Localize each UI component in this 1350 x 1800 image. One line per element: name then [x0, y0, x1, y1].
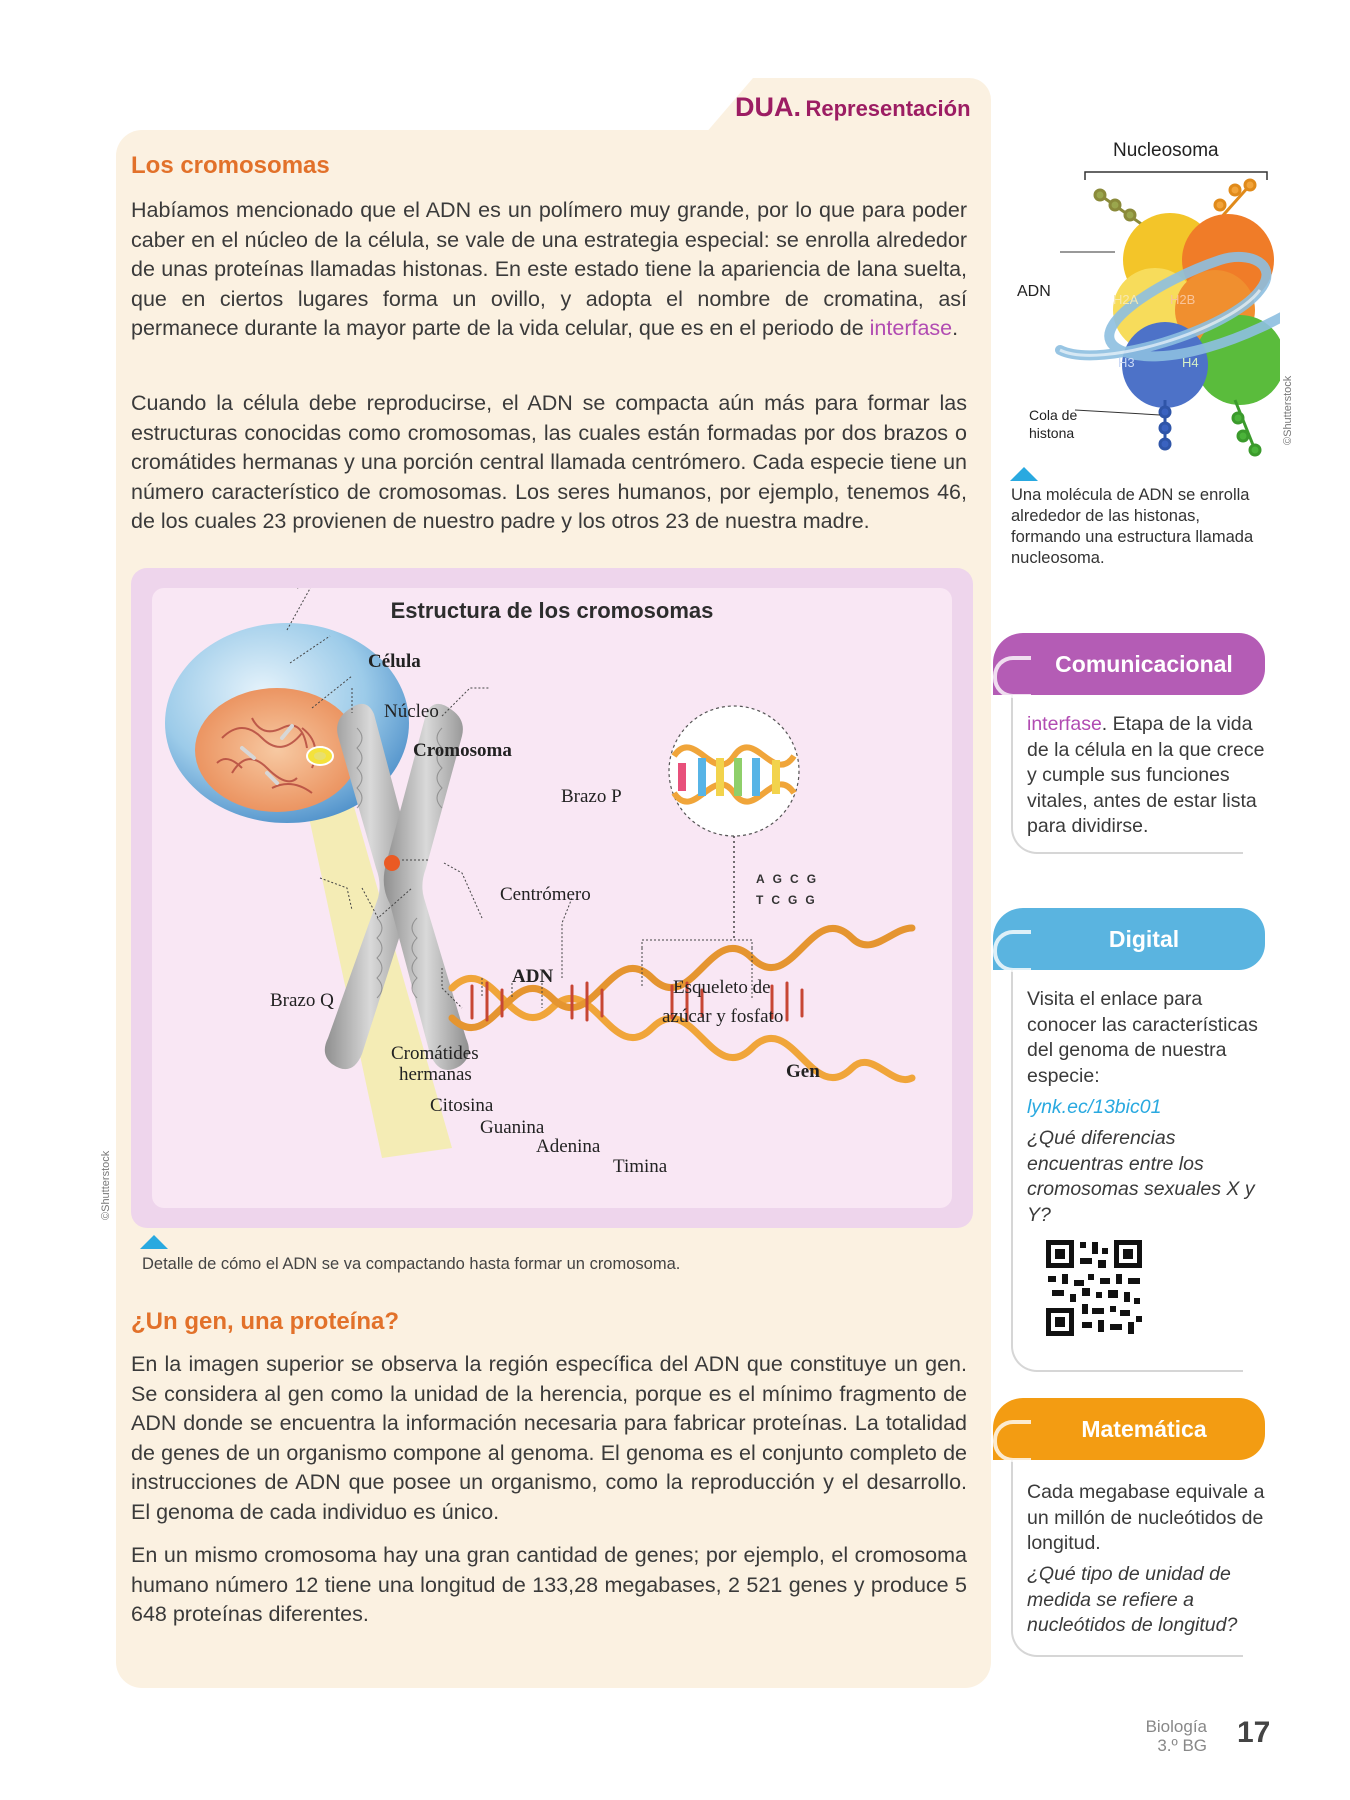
paragraph-cromosoma-12: En un mismo cromosoma hay una gran cantidad de genes; por ejemplo, el cromosoma humano número 12 tiene una longitud de 133,28 megabases, 2 521 genes y produce 5 648 proteínas diferentes.: [131, 1543, 967, 1626]
label-h2a-text: H2A: [1113, 292, 1139, 307]
label-h2b-text: H2B: [1170, 292, 1196, 307]
label-brazo-q: Brazo Q: [270, 990, 334, 1011]
label-guanina: Guanina: [480, 1117, 545, 1138]
dua-bold: DUA.: [735, 92, 801, 122]
digital-header: Digital: [993, 908, 1265, 970]
caption-arrow-icon: [140, 1235, 168, 1249]
section-title-gen: ¿Un gen, una proteína?: [131, 1308, 399, 1335]
label-h4-text: H4: [1182, 355, 1199, 370]
label-cromosoma: Cromosoma: [413, 740, 512, 761]
label-azucar-fosfato: azúcar y fosfato: [662, 1006, 784, 1027]
label-citosina: Citosina: [430, 1095, 494, 1116]
base-letters-complement: T C G G: [756, 893, 815, 907]
diagram-credit: ©Shutterstock: [100, 1150, 112, 1220]
label-cromatides: Cromátides: [391, 1043, 479, 1064]
paragraph-gen: En la imagen superior se observa la región específica del ADN que constituye un gen. Se considera al gen como la unidad de la herencia, porque es el mínimo fragmento de ADN donde se encuentra la información necesaria para fabricar proteínas. La totalidad de genes de un organismo compone al genoma. El genoma es el conjunto completo de instrucciones de ADN que posee un organismo, como la reproducción y el desarrollo. El genoma de cada individuo es único.: [131, 1352, 967, 1524]
diagram-caption: Detalle de cómo el ADN se va compactando hasta formar un cromosoma.: [142, 1255, 681, 1273]
nucleus-shape: [195, 688, 359, 812]
section-title-cromosomas: Los cromosomas: [131, 152, 330, 179]
nucleosome-credit: ©Shutterstock: [1282, 375, 1294, 445]
paragraph-cromosomas: Cuando la célula debe reproducirse, el ADN se compacta aún más para formar las estructuras conocidas como cromosomas, las cuales están formadas por dos brazos o cromátides hermanas y una porción central llamada centrómero. Cada especie tiene un número característico de cromosomas. Los seres humanos, por ejemplo, tenemos 46, de los cuales 23 provienen de nuestro padre y los otros 23 de nuestra madre.: [131, 391, 967, 533]
digital-icon: [993, 930, 1031, 972]
label-celula: Célula: [368, 651, 421, 672]
label-adenina: Adenina: [536, 1136, 601, 1157]
nucleosome-label-adn: ADN: [1017, 283, 1051, 300]
qr-code-icon[interactable]: [1044, 1238, 1144, 1338]
paragraph-cromatina: Habíamos mencionado que el ADN es un polímero muy grande, por lo que para poder caber en el núcleo de la célula, se vale de una estrategia especial: se enrolla alrededor de unas proteínas llamadas histonas. En este estado tiene la apariencia de lana suelta, que en ciertos lugares forma un ovillo, y adopta el nombre de cromatina, así permanece durante la mayor parte de la vida celular, que es en el periodo de interfase.: [131, 198, 967, 340]
label-timina: Timina: [613, 1156, 668, 1177]
label-brazo-p: Brazo P: [561, 786, 622, 807]
comunicacional-text: interfase. Etapa de la vida de la célula en la que crece y cumple sus funciones vitales, antes de estar lista para dividirse.: [1027, 713, 1265, 837]
digital-question: ¿Qué diferencias encuentras entre los cromosomas sexuales X y Y?: [1027, 1127, 1255, 1226]
nucleosome-label-cola: Cola de histona: [1029, 407, 1078, 441]
matematica-header: Matemática: [993, 1398, 1265, 1460]
matematica-question: ¿Qué tipo de unidad de medida se refiere a nucleótidos de longitud?: [1027, 1563, 1238, 1636]
dna-helix: [452, 928, 912, 1080]
label-h3-text: H3: [1118, 355, 1135, 370]
base-letters: A G C G: [756, 872, 817, 886]
nucleosome-caption-arrow-icon: [1010, 467, 1038, 481]
digital-link[interactable]: lynk.ec/13bic01: [1027, 1096, 1162, 1118]
digital-text: Visita el enlace para conocer las características del genoma de nuestra especie:: [1027, 988, 1258, 1087]
comunicacional-header: Comunicacional: [993, 633, 1265, 695]
diagram-title: Estructura de los cromosomas: [390, 598, 714, 623]
label-hermanas: hermanas: [399, 1064, 472, 1085]
dua-header: [735, 92, 971, 123]
matematica-icon: [993, 1420, 1031, 1462]
page-number: 17: [1237, 1716, 1271, 1749]
matematica-text: Cada megabase equivale a un millón de nucleótidos de longitud.: [1027, 1481, 1265, 1554]
dua-label: Representación: [805, 96, 971, 121]
nucleosome-title: Nucleosoma: [1113, 140, 1219, 161]
label-centromero: Centrómero: [500, 884, 591, 905]
label-gen: Gen: [786, 1061, 820, 1082]
label-esqueleto: Esqueleto de: [673, 977, 771, 998]
nucleosome-caption: Una molécula de ADN se enrolla alrededor de las histonas, formando una estructura llamada nucleosoma.: [1011, 486, 1254, 567]
comunicacional-icon: [993, 656, 1031, 698]
keyword-interfase[interactable]: interfase: [869, 316, 953, 340]
footer-subject: Biología 3.º BG: [1145, 1717, 1207, 1755]
label-adn: ADN: [512, 966, 554, 987]
label-nucleo: Núcleo: [384, 701, 439, 722]
